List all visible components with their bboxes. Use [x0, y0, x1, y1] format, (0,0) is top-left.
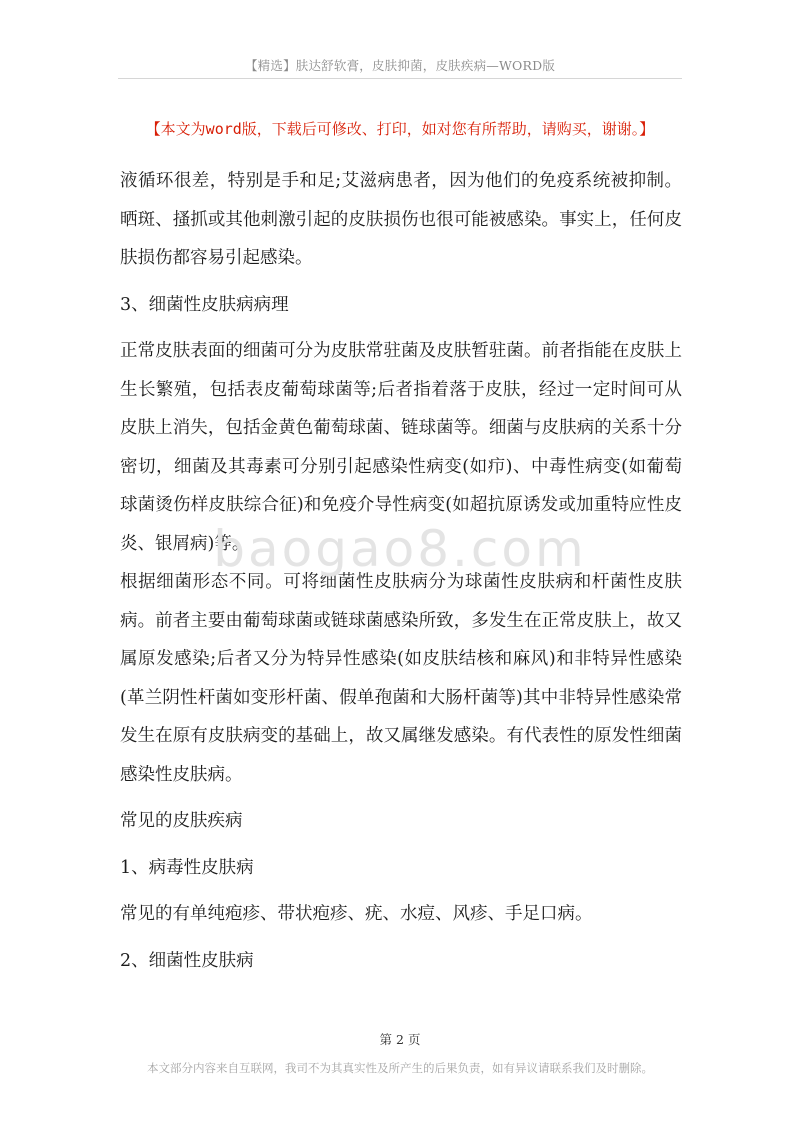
section-heading-viral: 1、病毒性皮肤病	[120, 857, 254, 878]
paragraph-viral-examples: 常见的有单纯疱疹、带状疱疹、疣、水痘、风疹、手足口病。	[120, 904, 593, 924]
download-notice: 【本文为word版，下载后可修改、打印，如对您有所帮助，请购买，谢谢。】	[145, 120, 655, 138]
document-body	[120, 162, 682, 988]
paragraph-immune-infection: 液循环很差，特别是手和足;艾滋病患者，因为他们的免疫系统被抑制。晒斑、搔抓或其他刺激引起的皮肤损伤也很可能被感染。事实上，任何皮肤损伤都容易引起感染。	[120, 171, 682, 268]
section-heading-bacterial-pathology: 3、细菌性皮肤病病理	[120, 294, 289, 315]
page-number: 第 2 页	[379, 1032, 421, 1047]
section-heading-bacterial: 2、细菌性皮肤病	[120, 950, 254, 971]
paragraph-skin-bacteria: 正常皮肤表面的细菌可分为皮肤常驻菌及皮肤暂驻菌。前者指能在皮肤上生长繁殖，包括表皮葡萄球菌等;后者指着落于皮肤，经过一定时间可从皮肤上消失，包括金黄色葡萄球菌、链球菌等。细菌与皮肤病的关系十分密切，细菌及其毒素可分别引起感染性病变(如疖)、中毒性病变(如葡萄球菌烫伤样皮肤综合征)和免疫介导性病变(如超抗原诱发或加重特应性皮炎、银屑病)等。	[120, 341, 682, 554]
paragraph-bacteria-classification: 根据细菌形态不同。可将细菌性皮肤病分为球菌性皮肤病和杆菌性皮肤病。前者主要由葡萄球菌或链球菌感染所致，多发生在正常皮肤上，故又属原发感染;后者又分为特异性感染(如皮肤结核和麻风)和非特异性感染(革兰阴性杆菌如变形杆菌、假单孢菌和大肠杆菌等)其中非特异性感染常发生在原有皮肤病变的基础上，故又属继发感染。有代表性的原发性细菌感染性皮肤病。	[120, 572, 682, 785]
footer-disclaimer: 本文部分内容来自互联网，我司不为其真实性及所产生的后果负责，如有异议请联系我们及时删除。	[147, 1061, 653, 1075]
header-divider	[118, 78, 682, 79]
document-header: 【精选】肤达舒软膏，皮肤抑菌，皮肤疾病—WORD版	[244, 58, 556, 73]
watermark: baogao8.com	[213, 520, 587, 578]
section-heading-common-diseases: 常见的皮肤疾病	[120, 811, 243, 831]
